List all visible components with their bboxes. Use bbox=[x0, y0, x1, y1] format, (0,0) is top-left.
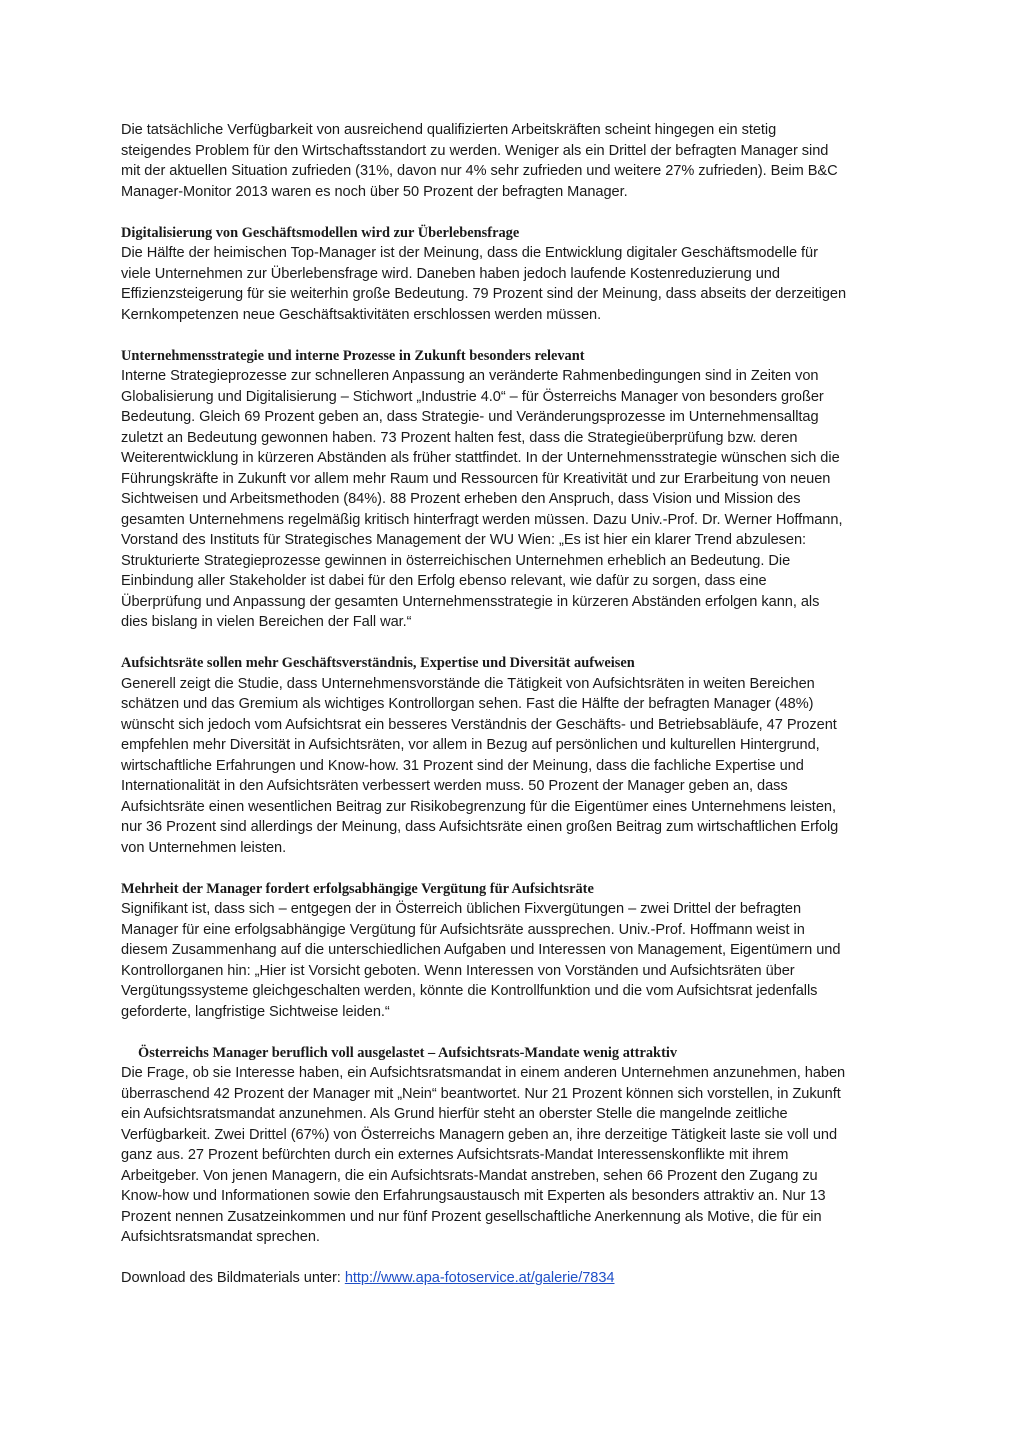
text-line: Einbindung aller Stakeholder ist dabei für den Erfolg ebenso relevant, wie dafür zu sorgen, dass eine bbox=[121, 573, 767, 589]
section-unternehmensstrategie bbox=[121, 346, 911, 633]
text-line: nur 36 Prozent sind allerdings der Meinung, dass Aufsichtsräte einen großen Beitrag zum wirtschaftlichen Erfolg bbox=[121, 819, 839, 835]
section-heading: Österreichs Manager beruflich voll ausgelastet – Aufsichtsrats-Mandate wenig attraktiv bbox=[138, 1044, 678, 1061]
text-line: Globalisierung und Digitalisierung – Stichwort „Industrie 4.0“ – für Österreichs Manager von besonders großer bbox=[121, 388, 824, 405]
download-label: Download des Bildmaterials unter: bbox=[121, 1270, 345, 1286]
section-heading: Mehrheit der Manager fordert erfolgsabhängige Vergütung für Aufsichtsräte bbox=[121, 880, 594, 897]
text-line: Die Hälfte der heimischen Top-Manager ist der Meinung, dass die Entwicklung digitaler Geschäftsmodelle für bbox=[121, 245, 818, 261]
spacer bbox=[121, 858, 911, 879]
text-line: Interne Strategieprozesse zur schnelleren Anpassung an veränderte Rahmenbedingungen sind in Zeiten von bbox=[121, 368, 819, 384]
text-line: zuletzt an Bedeutung gewonnen haben. 73 Prozent halten fest, dass die Strategieüberprüfung bzw. deren bbox=[121, 429, 798, 446]
text-line: mit der aktuellen Situation zufrieden (31%, davon nur 4% sehr zufrieden und weitere 27% zufrieden). Beim B&C bbox=[121, 163, 838, 179]
text-line: von Unternehmen leisten. bbox=[121, 839, 287, 856]
text-line: steigendes Problem für den Wirtschaftsstandort zu werden. Weniger als ein Drittel der befragten Manager sind bbox=[121, 142, 829, 159]
spacer bbox=[121, 633, 911, 654]
section-paragraph bbox=[121, 1063, 911, 1248]
text-line: Weiterentwicklung in kürzeren Abständen als früher stattfindet. In der Unternehmensstrategie wünschen sich die bbox=[121, 450, 840, 466]
section-paragraph bbox=[121, 243, 911, 325]
section-digitalisierung bbox=[121, 223, 911, 326]
section-verguetung bbox=[121, 879, 911, 1023]
text-line: Überprüfung und Anpassung der gesamten Unternehmensstrategie in kürzeren Abständen erfolgen kann, als bbox=[121, 593, 820, 610]
text-line: Internationalität in den Aufsichtsräten verbessert werden muss. 50 Prozent der Manager geben an, dass bbox=[121, 778, 788, 794]
text-line: Prozent nennen Zusatzeinkommen und nur fünf Prozent gesellschaftliche Anerkennung als Motive, die für ein bbox=[121, 1208, 822, 1225]
text-line: geforderte, langfristige Sichtweise leiden.“ bbox=[121, 1003, 390, 1020]
text-line: Bedeutung. Gleich 69 Prozent geben an, dass Strategie- und Veränderungsprozesse im Unternehmensalltag bbox=[121, 409, 819, 425]
spacer bbox=[121, 1022, 911, 1043]
text-line: Verfügbarkeit. Zwei Drittel (67%) von Österreichs Managern geben an, ihre derzeitige Tätigkeit laste sie voll und bbox=[121, 1126, 838, 1143]
text-line: Vergütungssysteme gleichgeschalten werden, könnte die Kontrollfunktion und die vom Aufsichtsrat jedenfalls bbox=[121, 983, 818, 999]
text-line: Führungskräfte in Zukunft vor allem mehr Raum und Ressourcen für Kreativität und zur Erarbeitung von neuen bbox=[121, 470, 831, 487]
download-link[interactable]: http://www.apa-fotoservice.at/galerie/7834 bbox=[344, 1270, 615, 1286]
text-line: viele Unternehmen zur Überlebensfrage wird. Daneben haben jedoch laufende Kostenreduzierung und bbox=[121, 265, 780, 282]
text-line: Aufsichtsratsmandat sprechen. bbox=[121, 1229, 320, 1245]
text-line: Aufsichtsräte einen wesentlichen Beitrag zur Risikobegrenzung für die Eigentümer eines Unternehmens leisten, bbox=[121, 798, 836, 815]
document-page bbox=[121, 120, 911, 1289]
section-mandate bbox=[121, 1043, 911, 1248]
text-line: Sichtweisen und Arbeitsmethoden (84%). 88 Prozent erheben den Anspruch, dass Vision und Mission des bbox=[121, 491, 801, 507]
spacer bbox=[121, 1248, 911, 1269]
section-heading: Unternehmensstrategie und interne Prozesse in Zukunft besonders relevant bbox=[121, 347, 585, 364]
text-line: Arbeitgeber. Von jenen Managern, die ein Aufsichtsrats-Mandat anstreben, sehen 66 Prozent den Zugang zu bbox=[121, 1167, 818, 1184]
text-line: dies bislang in vielen Bereichen der Fall war.“ bbox=[121, 614, 412, 630]
text-line: schätzen und das Gremium als wichtiges Kontrollorgan sehen. Fast die Hälfte der befragten Manager (48%) bbox=[121, 696, 814, 712]
text-line: wünscht sich jedoch vom Aufsichtsrat ein besseres Verständnis der Geschäfts- und Betriebsabläufe, 47 Prozent bbox=[121, 716, 837, 733]
spacer bbox=[121, 202, 911, 223]
text-line: Die tatsächliche Verfügbarkeit von ausreichend qualifizierten Arbeitskräften scheint hingegen ein stetig bbox=[121, 122, 777, 138]
text-line: überraschend 42 Prozent der Manager mit „Nein“ beantwortet. Nur 21 Prozent können sich vorstellen, in Zukunft bbox=[121, 1085, 841, 1102]
text-line: empfehlen mehr Diversität in Aufsichtsräten, vor allem in Bezug auf persönlichen und kulturellen Hintergrund, bbox=[121, 737, 820, 753]
text-line: Die Frage, ob sie Interesse haben, ein Aufsichtsratsmandat in einem anderen Unternehmen anzunehmen, haben bbox=[121, 1065, 846, 1081]
section-paragraph bbox=[121, 674, 911, 859]
text-line: Signifikant ist, dass sich – entgegen der in Österreich üblichen Fixvergütungen – zwei Drittel der befragten bbox=[121, 901, 802, 917]
section-heading: Digitalisierung von Geschäftsmodellen wird zur Überlebensfrage bbox=[121, 224, 520, 241]
text-line: Manager für eine erfolgsabhängige Vergütung für Aufsichtsräte aussprechen. Univ.-Prof. Hoffmann weist in bbox=[121, 921, 805, 938]
text-line: gesamten Unternehmens regelmäßig kritisch hinterfragt werden müssen. Dazu Univ.-Prof. Dr. Werner Hoffmann, bbox=[121, 511, 843, 528]
text-line: Kontrollorganen hin: „Hier ist Vorsicht geboten. Wenn Interessen von Vorständen und Aufsichtsräten über bbox=[121, 962, 795, 979]
text-line: Effizienzsteigerung für sie weiterhin große Bedeutung. 79 Prozent sind der Meinung, dass abseits der derzeitigen bbox=[121, 286, 847, 302]
text-line: wirtschaftliche Erfahrungen und Know-how. 31 Prozent sind der Meinung, dass die fachliche Expertise und bbox=[121, 757, 804, 774]
text-line: Generell zeigt die Studie, dass Unternehmensvorstände die Tätigkeit von Aufsichtsräten in weiten Bereichen bbox=[121, 675, 815, 692]
spacer bbox=[121, 325, 911, 346]
text-line: Strukturierte Strategieprozesse gewinnen in österreichischen Unternehmen erheblich an Bedeutung. Die bbox=[121, 552, 791, 569]
text-line: Vorstand des Instituts für Strategisches Management der WU Wien: „Es ist hier ein klarer Trend abzulesen: bbox=[121, 532, 807, 548]
section-paragraph bbox=[121, 366, 911, 633]
section-heading: Aufsichtsräte sollen mehr Geschäftsverständnis, Expertise und Diversität aufweisen bbox=[121, 655, 635, 671]
download-line bbox=[121, 1268, 911, 1289]
text-line: Know-how und Informationen sowie den Erfahrungsaustausch mit Experten als besonders attraktiv an. Nur 13 bbox=[121, 1188, 826, 1204]
text-line: diesem Zusammenhang auf die unterschiedlichen Aufgaben und Interessen von Management, Eigentümern und bbox=[121, 942, 841, 958]
text-line: ein Aufsichtsratsmandat anzunehmen. Als Grund hierfür steht an oberster Stelle die mangelnde zeitliche bbox=[121, 1106, 788, 1122]
section-aufsichtsraete bbox=[121, 653, 911, 858]
text-line: ganz aus. 27 Prozent befürchten durch ein externes Aufsichtsrats-Mandat Interessenskonflikte mit ihrem bbox=[121, 1147, 789, 1163]
section-paragraph bbox=[121, 899, 911, 1022]
text-line: Kernkompetenzen neue Geschäftsaktivitäten erschlossen werden müssen. bbox=[121, 306, 602, 323]
text-line: Manager-Monitor 2013 waren es noch über 50 Prozent der befragten Manager. bbox=[121, 183, 628, 200]
intro-paragraph bbox=[121, 120, 911, 202]
